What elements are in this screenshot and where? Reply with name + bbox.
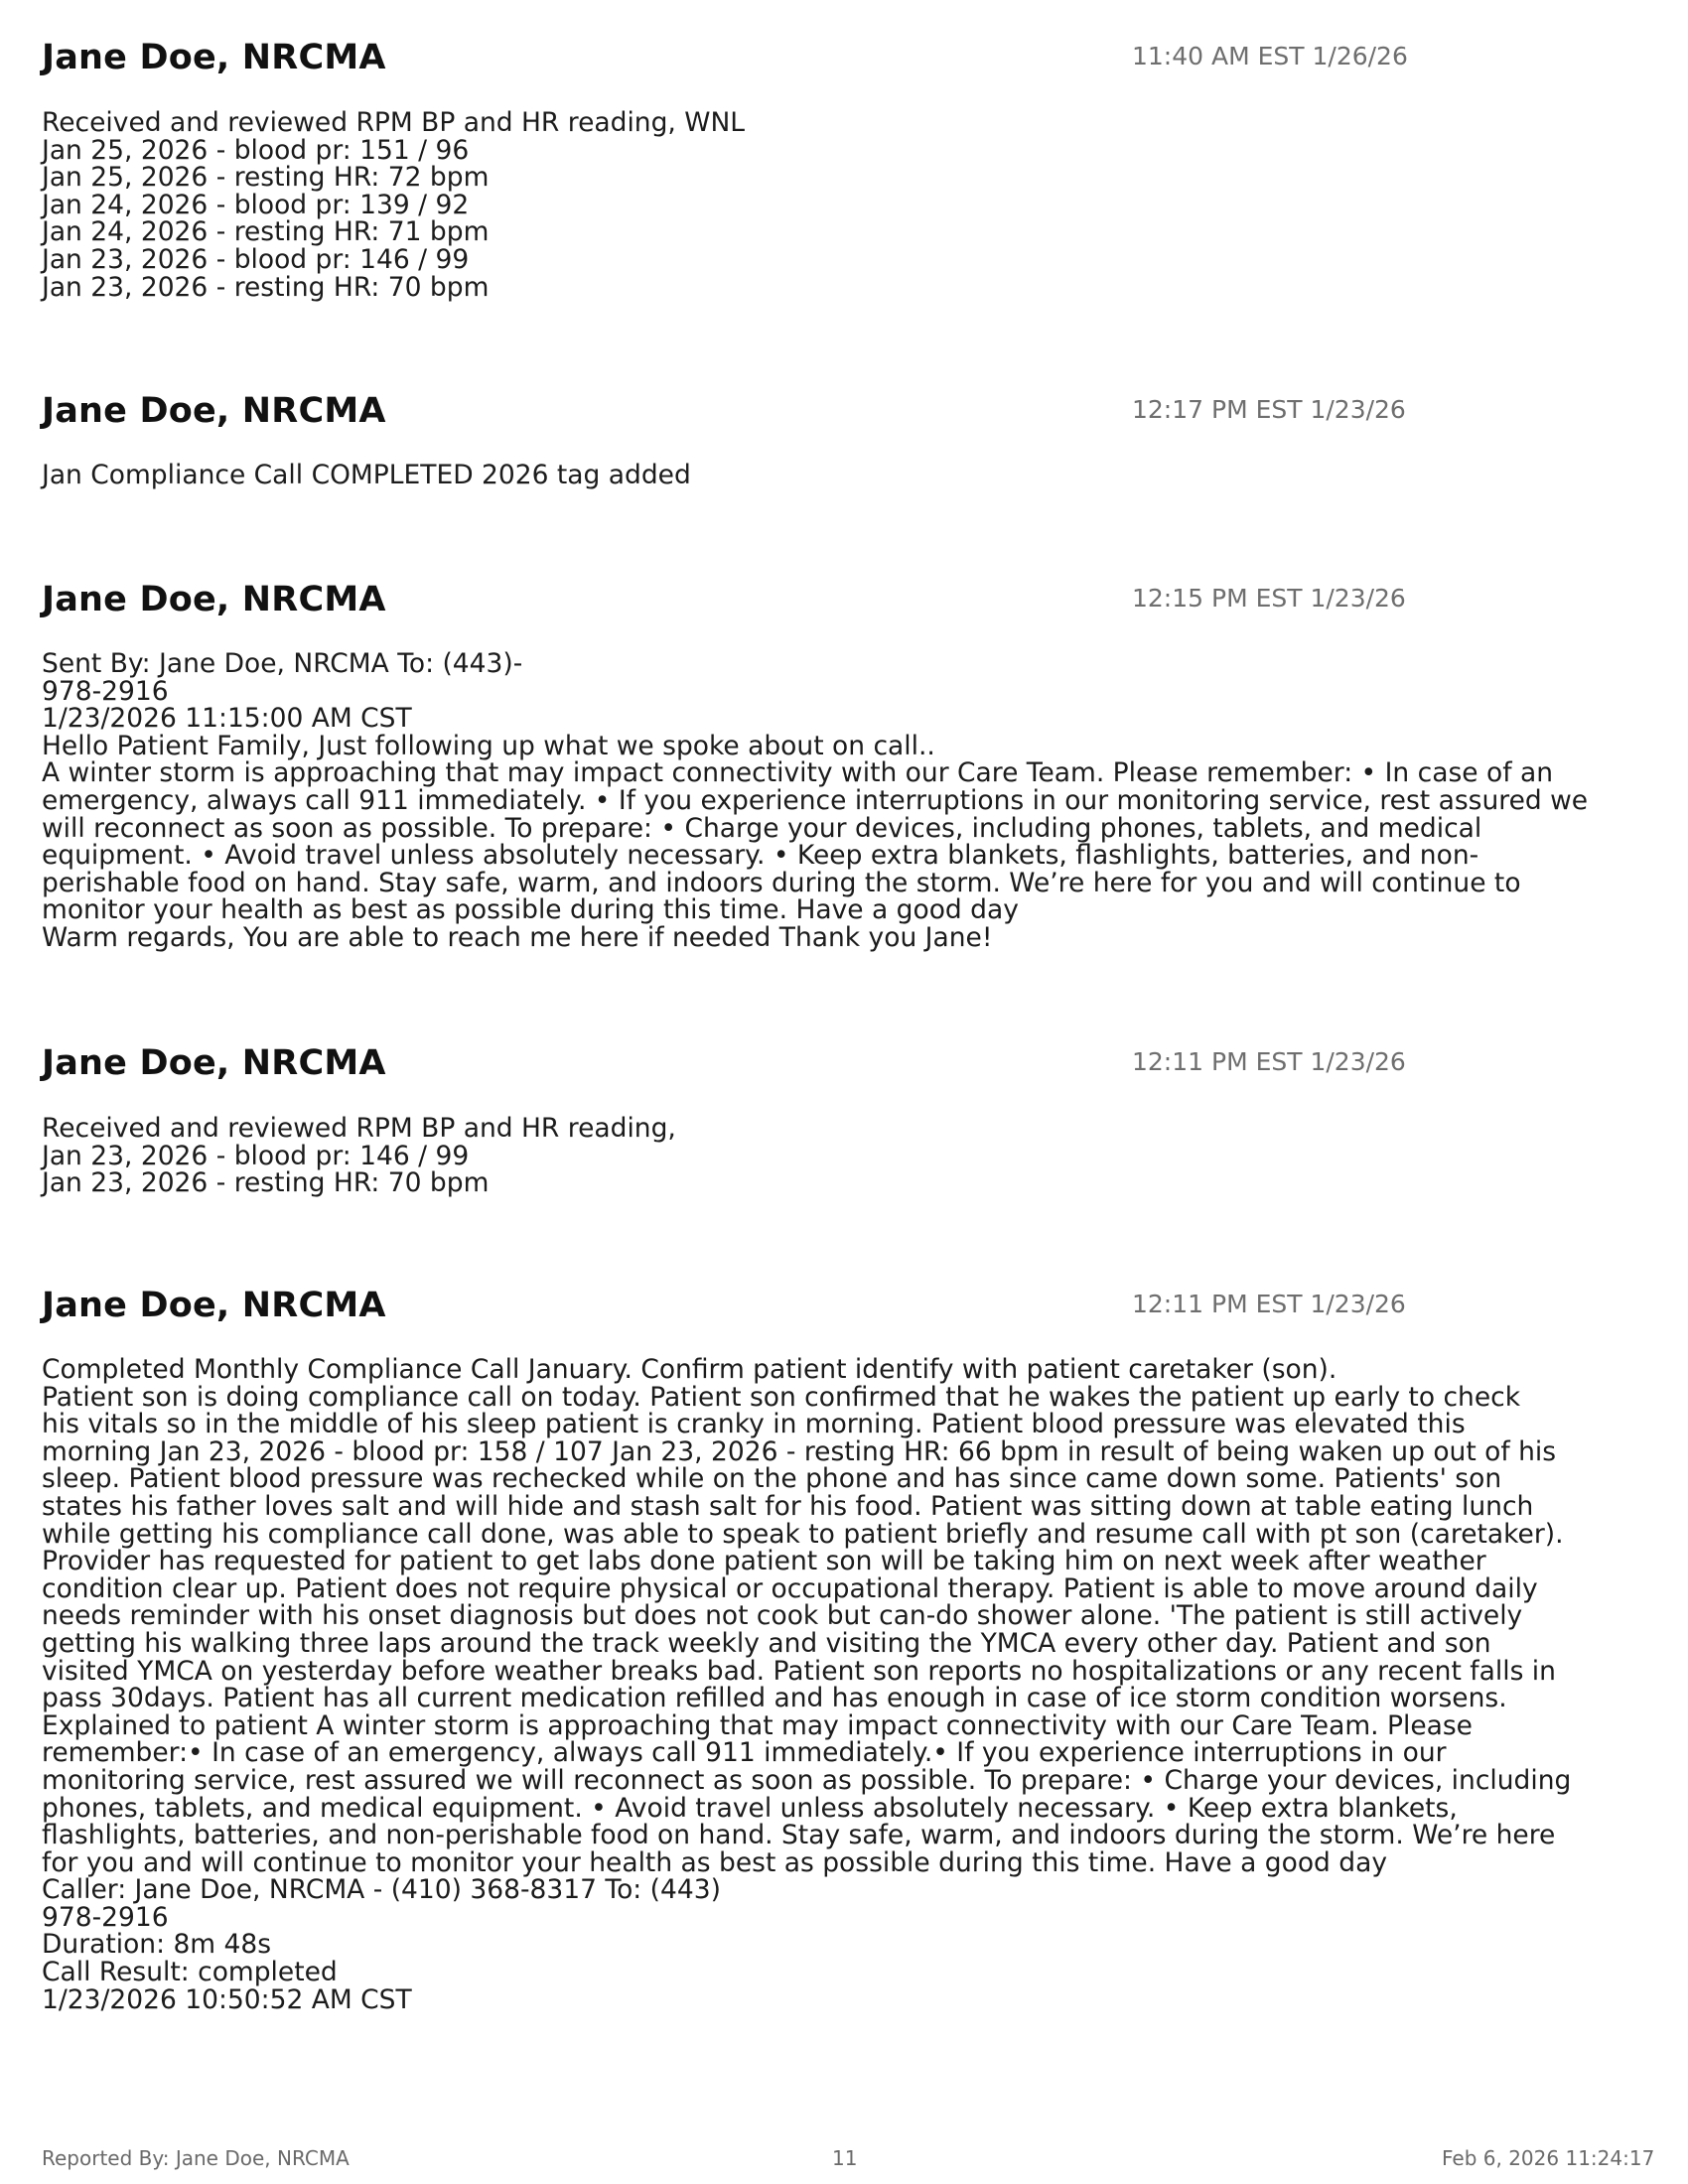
body-line: monitor your health as best as possible during this time. Have a good day [42,894,1019,926]
note-entry [42,1286,1650,2015]
entry-timestamp: 12:11 PM EST 1/23/26 [1132,1047,1406,1076]
entry-header [42,38,1650,89]
author-name: Jane Doe, NRCMA [42,580,386,619]
body-line: Jan 23, 2026 - resting HR: 70 bpm [42,271,490,303]
body-line: Received and reviewed RPM BP and HR reading, [42,1113,676,1144]
body-line: monitoring service, rest assured we will reconnect as soon as possible. To prepare: • Charge your devices, including [42,1764,1572,1796]
body-line: Caller: Jane Doe, NRCMA - (410) 368-8317 To: (443) [42,1874,721,1906]
entry-body [42,462,1655,489]
body-line: pass 30days. Patient has all current medication refilled and has enough in case of ice storm condition worsens. [42,1683,1507,1714]
entry-body [42,109,1655,301]
body-line: Jan 25, 2026 - blood pr: 151 / 96 [42,134,470,166]
body-line: equipment. • Avoid travel unless absolutely necessary. • Keep extra blankets, flashlights, batteries, and non- [42,840,1479,872]
body-line: Hello Patient Family, Just following up what we spoke about on call.. [42,730,935,761]
entry-header [42,1286,1650,1337]
body-line: 1/23/2026 10:50:52 AM CST [42,1983,412,2015]
body-line: Jan 25, 2026 - resting HR: 72 bpm [42,162,490,194]
body-line: Jan Compliance Call COMPLETED 2026 tag added [42,460,691,490]
author-name: Jane Doe, NRCMA [42,1286,386,1325]
body-line: Patient son is doing compliance call on today. Patient son confirmed that he wakes the patient up early to check [42,1381,1521,1413]
body-line: will reconnect as soon as possible. To prepare: • Charge your devices, including phones, tablets, and medical [42,812,1482,844]
entry-body [42,650,1655,952]
body-line: his vitals so in the middle of his sleep patient is cranky in morning. Patient blood pressure was elevated this [42,1409,1466,1440]
body-line: emergency, always call 911 immediately. • If you experience interruptions in our monitoring service, rest assured we [42,784,1589,816]
note-entry [42,580,1650,953]
body-line: 1/23/2026 11:15:00 AM CST [42,703,412,735]
body-line: Warm regards, You are able to reach me here if needed Thank you Jane! [42,921,993,953]
body-line: Jan 24, 2026 - resting HR: 71 bpm [42,216,490,248]
entry-timestamp: 11:40 AM EST 1/26/26 [1132,42,1408,70]
note-entry [42,391,1650,490]
body-line: A winter storm is approaching that may impact connectivity with our Care Team. Please remember: • In case of an [42,757,1553,789]
body-line: Jan 23, 2026 - resting HR: 70 bpm [42,1167,490,1199]
body-line: remember:• In case of an emergency, always call 911 immediately.• If you experience interruptions in our [42,1737,1447,1769]
entry-timestamp: 12:11 PM EST 1/23/26 [1132,1290,1406,1318]
body-line: Jan 23, 2026 - blood pr: 146 / 99 [42,243,470,275]
footer-printed-at: Feb 6, 2026 11:24:17 [1442,2146,1655,2170]
entry-timestamp: 12:17 PM EST 1/23/26 [1132,395,1406,424]
body-line: 978-2916 [42,675,169,707]
note-entry [42,1043,1650,1199]
body-line: while getting his compliance call done, was able to speak to patient briefly and resume call with pt son (caretaker). [42,1518,1564,1550]
body-line: visited YMCA on yesterday before weather breaks bad. Patient son reports no hospitalizations or any recent falls in [42,1655,1556,1687]
entry-header [42,580,1650,631]
body-line: getting his walking three laps around the track weekly and visiting the YMCA every other day. Patient and son [42,1627,1491,1659]
body-line: Explained to patient A winter storm is approaching that may impact connectivity with our Care Team. Please [42,1709,1473,1741]
entry-header [42,1043,1650,1095]
body-line: Jan 24, 2026 - blood pr: 139 / 92 [42,189,470,220]
body-line: Sent By: Jane Doe, NRCMA To: (443)- [42,648,523,679]
body-line: Call Result: completed [42,1957,338,1988]
entry-header [42,391,1650,443]
body-line: sleep. Patient blood pressure was rechecked while on the phone and has since came down some. Patients' son [42,1463,1502,1495]
body-line: Duration: 8m 48s [42,1929,272,1961]
entry-body [42,1115,1655,1197]
author-name: Jane Doe, NRCMA [42,38,386,77]
body-line: Received and reviewed RPM BP and HR reading, WNL [42,107,746,138]
body-line: Completed Monthly Compliance Call January. Confirm patient identify with patient caretaker (son). [42,1354,1337,1385]
body-line: condition clear up. Patient does not require physical or occupational therapy. Patient is able to move around daily [42,1572,1538,1604]
body-line: 978-2916 [42,1901,169,1933]
body-line: needs reminder with his onset diagnosis but does not cook but can-do shower alone. 'The patient is still actively [42,1600,1523,1632]
body-line: Provider has requested for patient to get labs done patient son will be taking him on next week after weather [42,1546,1486,1577]
entry-timestamp: 12:15 PM EST 1/23/26 [1132,584,1406,613]
entry-body [42,1356,1655,2013]
footer-page-number: 11 [832,2146,858,2170]
author-name: Jane Doe, NRCMA [42,391,386,431]
body-line: for you and will continue to monitor your health as best as possible during this time. Have a good day [42,1846,1388,1878]
footer-reported-by: Reported By: Jane Doe, NRCMA [42,2146,350,2170]
body-line: perishable food on hand. Stay safe, warm, and indoors during the storm. We’re here for you and will continue to [42,867,1521,898]
body-line: morning Jan 23, 2026 - blood pr: 158 / 107 Jan 23, 2026 - resting HR: 66 bpm in result of being waken up out of his [42,1435,1557,1467]
body-line: Jan 23, 2026 - blood pr: 146 / 99 [42,1140,470,1171]
body-line: states his father loves salt and will hide and stash salt for his food. Patient was sitting down at table eating lunch [42,1490,1534,1522]
note-entry [42,38,1650,303]
body-line: phones, tablets, and medical equipment. • Avoid travel unless absolutely necessary. • Keep extra blankets, [42,1792,1458,1824]
author-name: Jane Doe, NRCMA [42,1043,386,1083]
body-line: flashlights, batteries, and non-perishable food on hand. Stay safe, warm, and indoors during the storm. We’re here [42,1820,1556,1851]
